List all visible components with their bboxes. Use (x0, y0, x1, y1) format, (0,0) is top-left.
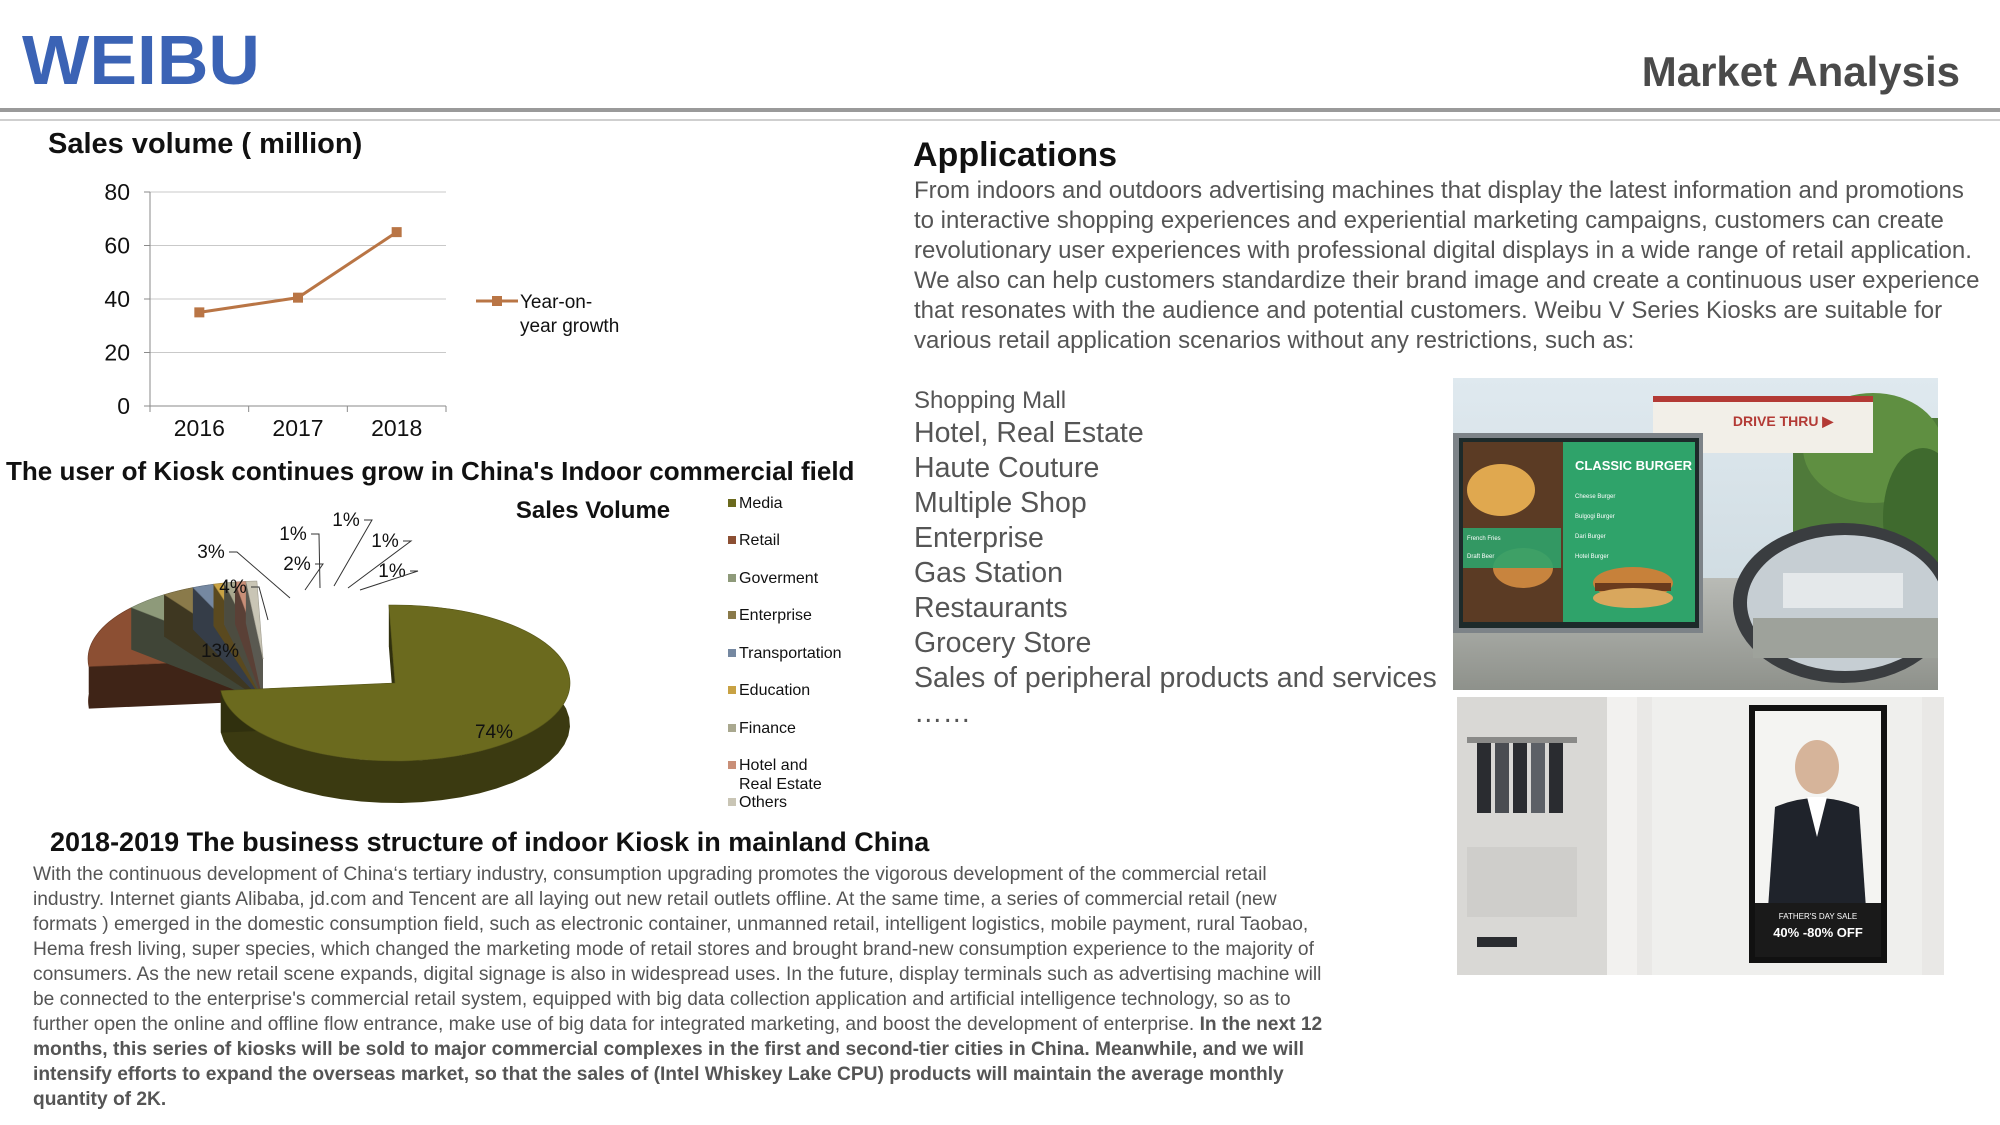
x-tick-label: 2016 (173, 415, 225, 441)
legend-swatch (728, 499, 736, 507)
legend-marker (492, 296, 502, 306)
pie-chart-title: Sales Volume (515, 497, 671, 524)
pie-slice (221, 605, 570, 761)
legend-label: Others (739, 794, 788, 811)
y-tick-label: 80 (104, 179, 130, 205)
header-divider (0, 108, 2000, 112)
legend-swatch (728, 574, 736, 582)
body-text-bold: In the next 12 months, this series of kiosks will be sold to major commercial complexes in the first and second-tier cities in China. Meanwhile, and we will intensify efforts to expand the overseas market, so that the sales of (Intel Whiskey Lake CPU) products will maintain the average monthly quantity of 2K. (33, 1014, 1323, 1110)
menu-item-bulgogi: Bulgogi Burger (1575, 514, 1615, 520)
legend-label-cont: year growth (520, 316, 620, 337)
applications-list (914, 386, 1437, 731)
store-photo (1457, 697, 1944, 975)
applications-title: Applications (913, 136, 1118, 174)
section-subtitle: The user of Kiosk continues grow in China's Indoor commercial field (6, 456, 855, 486)
poster-sale-title: FATHER'S DAY SALE (1778, 912, 1858, 921)
data-point (293, 293, 303, 303)
legend-label: Transportation (739, 645, 842, 662)
pie-data-label: 4% (219, 577, 247, 598)
x-tick-label: 2018 (371, 415, 423, 441)
weibu-logo (22, 26, 262, 90)
application-item: Haute Couture (914, 452, 1100, 484)
data-point (392, 227, 402, 237)
application-item: Grocery Store (914, 627, 1092, 659)
legend-swatch (728, 536, 736, 544)
pie-data-label: 3% (197, 542, 225, 563)
body-paragraph (33, 862, 1323, 1112)
line-chart-title: Sales volume ( million) (48, 128, 363, 160)
pie-data-label: 1% (378, 561, 406, 582)
y-tick-label: 20 (104, 339, 130, 366)
legend-swatch (728, 761, 736, 769)
pie-data-label: 1% (332, 510, 360, 531)
legend-label: Education (739, 682, 811, 699)
data-point (194, 307, 204, 317)
legend-swatch (728, 798, 736, 806)
legend-swatch (728, 649, 736, 657)
applications-intro: From indoors and outdoors advertising machines that display the latest information and promotions to interactive shopping experiences and experiential marketing campaigns, customers can create revolutionary user experiences with professional digital displays in a wide range of retail application. We also can help customers standardize their brand image and create a continuous user experience that resonates with the audience and potential customers. Weibu V Series Kiosks are suitable for various retail application scenarios without any restrictions, such as: (914, 177, 1980, 354)
application-item: Restaurants (914, 592, 1068, 624)
application-item: Shopping Mall (914, 387, 1067, 414)
page-title: Market Analysis (1641, 48, 1960, 95)
pie-data-label: 2% (283, 554, 311, 575)
legend-swatch (728, 686, 736, 694)
svg-text:WEIBU: WEIBU (22, 26, 260, 90)
pie-data-label: 1% (371, 531, 399, 552)
legend-swatch (728, 724, 736, 732)
menu-item-beer: Draft Beer (1467, 554, 1495, 560)
legend-label-cont: Real Estate (739, 776, 822, 793)
application-item: Sales of peripheral products and services (914, 662, 1437, 694)
application-item: Multiple Shop (914, 487, 1087, 519)
pie-chart (0, 490, 900, 825)
poster-discount: 40% -80% OFF (1773, 925, 1863, 940)
y-tick-label: 0 (117, 393, 130, 419)
pie-data-label: 13% (200, 641, 240, 662)
legend-label: Retail (739, 532, 780, 549)
legend-label: Media (739, 495, 783, 512)
pie-data-label: 1% (279, 524, 307, 545)
x-tick-label: 2017 (272, 415, 324, 441)
menu-item-hotel: Hotel Burger (1575, 554, 1609, 560)
legend-label: Goverment (739, 570, 819, 587)
application-item: Enterprise (914, 522, 1044, 554)
burger-board-title: CLASSIC BURGER (1575, 458, 1693, 473)
y-tick-label: 60 (104, 232, 130, 259)
legend-label: Enterprise (739, 607, 812, 624)
application-item: Hotel, Real Estate (914, 417, 1144, 449)
menu-item-dari: Dari Burger (1575, 534, 1606, 540)
drive-thru-photo (1453, 378, 1938, 690)
structure-title: 2018-2019 The business structure of indoor Kiosk in mainland China (50, 827, 930, 857)
application-item: Gas Station (914, 557, 1063, 589)
menu-item-fries: French Fries (1467, 536, 1501, 542)
header-divider-thin (0, 119, 2000, 121)
pie-data-label: 74% (474, 722, 514, 743)
line-chart (0, 160, 700, 455)
body-text-normal: With the continuous development of China‘s tertiary industry, consumption upgrading promotes the vigorous development of the commercial retail industry. Internet giants Alibaba, jd.com and Tencent are all laying out new retail outlets offline. At the same time, a series of commercial retail (new formats ) emerged in the domestic consumption field, such as electronic container, unmanned retail, intelligent logistics, mobile payment, rural Taobao, Hema fresh living, super species, which changed the marketing mode of retail stores and brought brand-new consumption experience to the majority of consumers. As the new retail scene expands, digital signage is also in widespread uses. In the future, display terminals such as advertising machine will be connected to the enterprise's commercial retail system, equipped with big data collection application and artificial intelligence technology, so as to further open the online and offline flow entrance, make use of big data for integrated marketing, and boost the development of enterprise. (33, 864, 1322, 1035)
legend-swatch (728, 611, 736, 619)
legend-label: Year-on- (520, 292, 593, 313)
y-tick-label: 40 (104, 286, 130, 312)
legend-label: Finance (739, 720, 796, 737)
drive-thru-sign: DRIVE THRU ▶ (1732, 413, 1834, 429)
application-item: …… (914, 697, 971, 729)
menu-item-cheese: Cheese Burger (1575, 494, 1616, 500)
legend-label: Hotel and (739, 757, 808, 774)
